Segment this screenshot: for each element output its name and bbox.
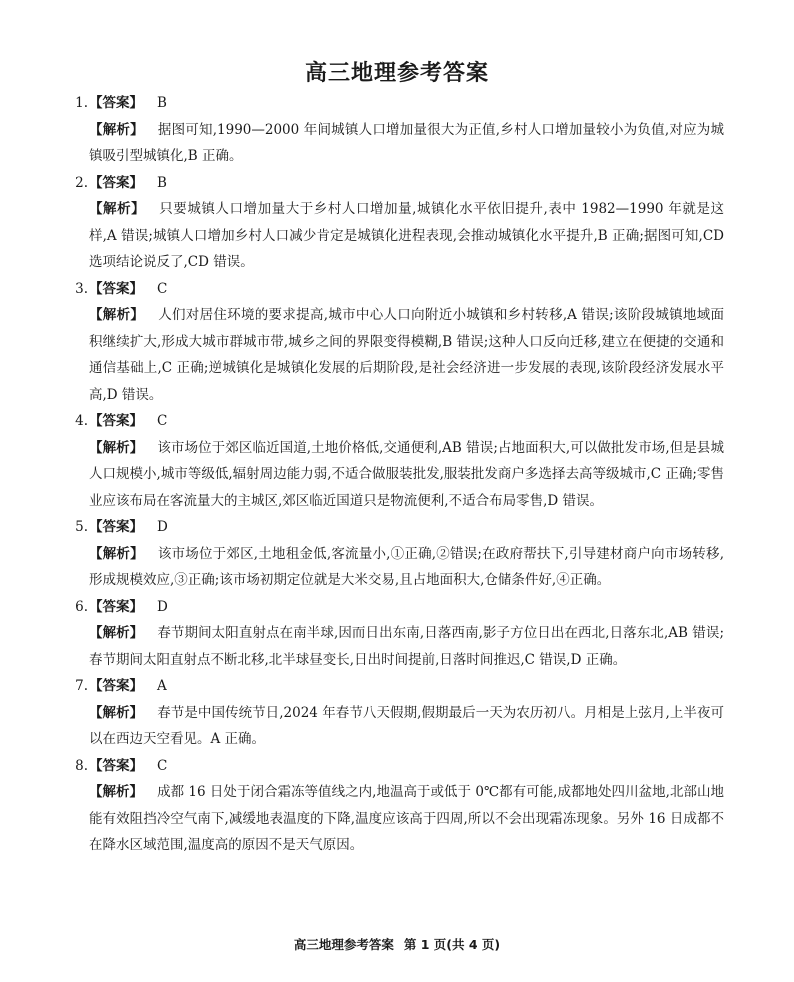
answer-label: 【答案】 (89, 413, 143, 429)
analysis-block (74, 435, 724, 515)
analysis-block (74, 779, 724, 859)
question-item-5 (74, 514, 724, 594)
analysis-block (74, 620, 724, 673)
question-item-8 (74, 753, 724, 859)
answer-list (74, 90, 724, 859)
analysis-text: 该市场位于郊区,土地租金低,客流量小,①正确,②错误;在政府帮扶下,引导建材商户向市场转移,形成规模效应,③正确;该市场初期定位就是大米交易,且占地面积大,仓储条件好,④正确。 (89, 545, 725, 588)
answer-line (74, 514, 724, 541)
question-item-2 (74, 170, 724, 276)
analysis-label: 【解析】 (89, 545, 144, 562)
analysis-text: 春节是中国传统节日,2024 年春节八天假期,假期最后一天为农历初八。月相是上弦月,上半夜可以在西边天空看见。A 正确。 (89, 704, 724, 747)
question-item-4 (74, 408, 724, 514)
analysis-block (74, 700, 724, 753)
answer-line (74, 753, 724, 780)
page-number: 第 1 页(共 4 页) (403, 937, 501, 952)
analysis-label: 【解析】 (89, 201, 146, 217)
analysis-block (74, 541, 724, 594)
answer-label: 【答案】 (89, 174, 143, 191)
answer-label: 【答案】 (89, 757, 143, 774)
answer-value: C (157, 413, 168, 429)
analysis-block (74, 117, 724, 170)
answer-label: 【答案】 (89, 519, 143, 535)
answer-label: 【答案】 (89, 598, 143, 615)
analysis-text: 成都 16 日处于闭合霜冻等值线之内,地温高于或低于 0℃都有可能,成都地处四川盆地,北部山地能有效阻挡冷空气南下,减缓地表温度的下降,温度应该高于四周,所以不会出现霜冻现象。另外 16 日成都不在降水区域范围,温度高的原因不是天气原因。 (89, 784, 724, 853)
analysis-label: 【解析】 (89, 307, 145, 323)
question-number: 1. (75, 95, 88, 111)
analysis-text: 据图可知,1990—2000 年间城镇人口增加量很大为正值,乡村人口增加量较小为负值,对应为城镇吸引型城镇化,B 正确。 (89, 121, 725, 164)
answer-line (74, 673, 724, 700)
question-number: 5. (75, 519, 88, 535)
answer-value: C (157, 757, 168, 774)
question-number: 4. (75, 413, 88, 429)
footer-doc-title: 高三地理参考答案 (293, 937, 394, 952)
analysis-label: 【解析】 (89, 625, 144, 641)
answer-value: C (157, 280, 168, 297)
question-item-7 (74, 673, 724, 753)
analysis-text: 春节期间太阳直射点在南半球,因而日出东南,日落西南,影子方位日出在西北,日落东北,AB 错误;春节期间太阳直射点不断北移,北半球昼变长,日出时间提前,日落时间推迟,C 错误,D 正确。 (89, 625, 724, 668)
analysis-label: 【解析】 (89, 121, 144, 138)
answer-label: 【答案】 (89, 95, 143, 111)
question-number: 2. (75, 174, 88, 191)
question-item-6 (74, 594, 724, 674)
answer-value: D (157, 519, 168, 535)
answer-value: B (157, 95, 167, 111)
analysis-text: 只要城镇人口增加量大于乡村人口增加量,城镇化水平依旧提升,表中 1982—1990 年就是这样,A 错误;城镇人口增加乡村人口减少肯定是城镇化进程表现,会推动城镇化水平提升,B 正确;据图可知,CD 选项结论说反了,CD 错误。 (89, 201, 724, 270)
question-number: 7. (75, 678, 88, 694)
question-item-3 (74, 276, 724, 409)
page-footer (0, 935, 794, 953)
answer-label: 【答案】 (89, 280, 143, 297)
answer-line (74, 170, 724, 197)
analysis-label: 【解析】 (89, 704, 144, 721)
question-item-1 (74, 90, 724, 170)
answer-value: B (157, 174, 167, 191)
analysis-text: 人们对居住环境的要求提高,城市中心人口向附近小城镇和乡村转移,A 错误;该阶段城镇地域面积继续扩大,形成大城市群城市带,城乡之间的界限变得模糊,B 错误;这种人口反向迁移,建立在便捷的交通和通信基础上,C 正确;逆城镇化是城镇化发展的后期阶段,是社会经济进一步发展的表现,该阶段经济发展水平高,D 错误。 (89, 307, 725, 403)
answer-value: A (157, 678, 167, 694)
answer-value: D (157, 598, 168, 615)
analysis-label: 【解析】 (89, 784, 144, 800)
question-number: 6. (75, 598, 88, 615)
answer-line (74, 276, 724, 303)
page-title: 高三地理参考答案 (304, 61, 489, 86)
answer-line (74, 408, 724, 435)
question-number: 3. (75, 280, 88, 297)
analysis-block (74, 302, 724, 408)
analysis-text: 该市场位于郊区临近国道,土地价格低,交通便利,AB 错误;占地面积大,可以做批发市场,但是县城人口规模小,城市等级低,辐射周边能力弱,不适合做服装批发,服装批发商户多选择去高等级城市,C 正确;零售业应该布局在客流量大的主城区,郊区临近国道只是物流便利,不适合布局零售,D 错误。 (89, 439, 724, 509)
question-number: 8. (75, 757, 88, 774)
analysis-block (74, 196, 724, 276)
answer-label: 【答案】 (89, 678, 143, 694)
answer-line (74, 90, 724, 117)
analysis-label: 【解析】 (89, 439, 144, 456)
answer-line (74, 594, 724, 621)
